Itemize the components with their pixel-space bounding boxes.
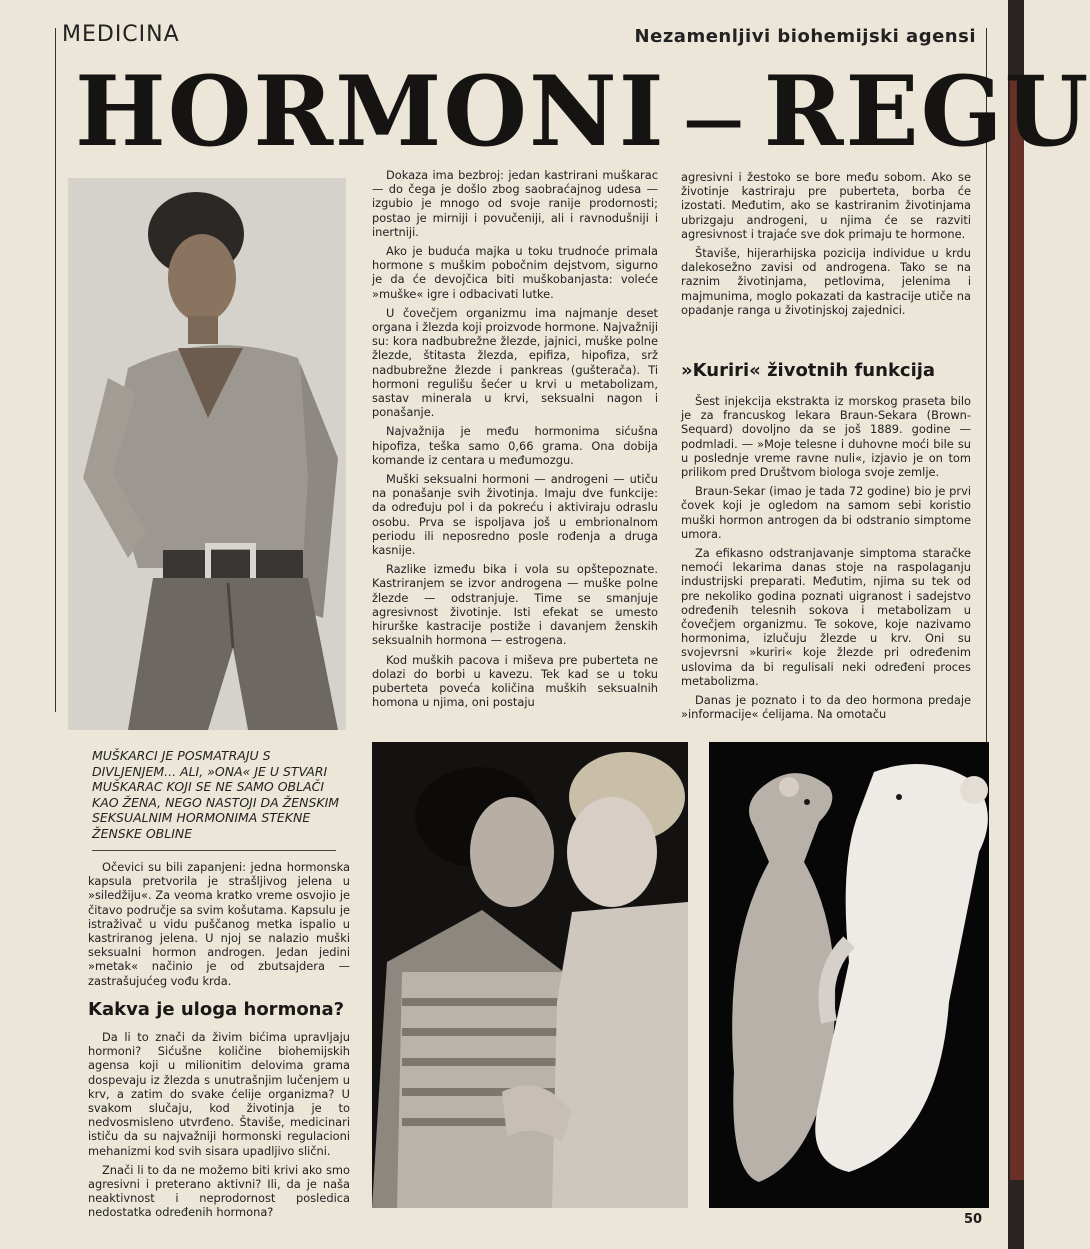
col3-paragraph-1: agresivni i žestoko se bore među sobom. Ako se životinje kastriraju pre puberteta, borba će izostati. Međutim, ako se kastriranim životinjama ubrizgaju androgeni, u njima će se razviti agresivnost i trajaće sve dok primaju te hormone. [681, 170, 971, 241]
col3-paragraph-5: Za efikasno odstranjavanje simptoma staračke nemoći lekarima danas stoje na raspolaganju industrijski preparati. Međutim, njima su tek od pre nekoliko godina poznati uigranost i sadejstvo određenih telesnih sokova i metabolizam u čovečjem organizmu. Te sokove, koje nazivamo hormonima, izlučuju žlezde u krv. Oni su svojevrsni »kuriri« koje žlezde pri određenim uslovima da bi regulisali neki određeni proces metabolizma. [681, 546, 971, 688]
col1-paragraph-1: Da li to znači da živim bićima upravljaju hormoni? Sićušne količine biohemijskih agensa koji u milionitim delovima grama dospevaju iz žlezda s unutrašnjim lučenjem u krv, a zatim do svake ćelije organizma? U svakom slučaju, kod životinja je to nedvosmisleno utvrđeno. Štaviše, medicinari ističu da su najvažniji hormonski regulacioni mehanizmi kod svih sisara upadljivo slični. [88, 1030, 350, 1158]
photo-white-rats [709, 742, 989, 1208]
headline-cut: REGU [763, 55, 1090, 168]
col2-paragraph-3: U čovečjem organizmu ima najmanje deset organa i žlezda koji proizvode hormone. Najvažniji su: kora nadbubrežne žlezde, jajnici, muške polne žlezde, štitasta žlezda, epifiza, hipofiza, srž nadbubrežne žlezde i pankreas (gušterača). Ti hormoni regulišu šećer u krvi u metabolizam, sastav minerala u krvi, seksualni nagon i ponašanje. [372, 305, 658, 420]
column-1-body [88, 1030, 350, 1225]
column-2 [372, 168, 658, 714]
col1-paragraph-2: Znači li to da ne možemo biti krivi ako smo agresivni i preterano aktivni? Ili, da je naša neaktivnost i neprodornost posledica nedostatka određenih hormona? [88, 1162, 350, 1220]
headline [75, 55, 1090, 168]
col3-paragraph-4: Braun-Sekar (imao je tada 72 godine) bio je prvi čovek koji je ogledom na samom sebi koristio muški hormon antrogen da bi odstranio simptome umora. [681, 484, 971, 541]
column-1-intro [88, 860, 350, 993]
headline-main: HORMONI [75, 55, 666, 168]
col3-paragraph-2: Štaviše, hijerarhijska pozicija individue u krdu dalekosežno zavisi od androgena. Tako se na raznim životinjama, petlovima, jelenima i majmunima, moglo pokazati da kastracije utiče na opadanje ranga u životinjskoj zajednici. [681, 246, 971, 317]
col3-paragraph-3: Šest injekcija ekstrakta iz morskog praseta bilo je za francuskog lekara Braun-Sekara (Brown-Sequard) dovoljno da se još 1889. godine — podmladi. — »Moje telesne i duhovne moći bile su u poslednje vreme ravne nuli«, izjavio je on tom prilikom pred Društvom biologa svoje zemlje. [681, 394, 971, 480]
column-3-top [681, 170, 971, 322]
col2-paragraph-6: Razlike između bika i vola su opštepoznate. Kastriranjem se izvor androgena — muške polne žlezde — odstranjuje. Time se smanjuje agresivnost životinje. Isti efekat se umesto hirurške kastracije postiže i davanjem ženskih seksualnih hormona — estrogena. [372, 562, 658, 648]
photo-woman [68, 178, 346, 730]
col1-intro-paragraph: Očevici su bili zapanjeni: jedna hormonska kapsula pretvorila je strašljivog jelena u »siledžiju«. Za veoma kratko vreme osvojio je čitavo područje sa svim košutama. Kapsulu je istraživač u vidu puščanog metka ispalio u kastriranog jelena. U njoj se nalazio muški seksualni hormon androgen. Jedan jedini »metak« načinio je od zbutsajdera — zastrašujućeg vođu krda. [88, 860, 350, 988]
col2-paragraph-7: Kod muških pacova i miševa pre puberteta ne dolazi do borbi u kavezu. Tek kad se u toku puberteta poveća količina muških seksualnih homona u njima, oni postaju [372, 652, 658, 710]
col1-subhead: Kakva je uloga hormona? [88, 999, 345, 1020]
photo-two-women [372, 742, 688, 1208]
kicker-title: Nezamenljivi biohemijski agensi [634, 26, 976, 47]
col3-paragraph-6: Danas je poznato i to da deo hormona predaje »informacije« ćelijama. Na omotaču [681, 693, 971, 722]
col2-paragraph-1: Dokaza ima bezbroj: jedan kastrirani muškarac — do čega je došlo zbog saobraćajnog udesa — izgubio je mnogo od svoje ranije prodornosti; postao je mirniji i povučeniji, ali i ravnodušniji i inertniji. [372, 168, 658, 239]
col3-subhead: »Kuriri« životnih funkcija [681, 360, 936, 381]
col2-paragraph-5: Muški seksualni hormoni — androgeni — utiču na ponašanje svih životinja. Imaju dve funkcije: da određuju pol i da pokreću i aktiviraju odraslu osobu. Prva se ispoljava još u embrionalnom periodu ili neposredno posle rođenja a druga kasnije. [372, 472, 658, 558]
page-number: 50 [964, 1212, 983, 1227]
headline-dash: — [683, 85, 746, 156]
col2-paragraph-2: Ako je buduća majka u toku trudnoće primala hormone s muškim pobočnim dejstvom, sigurno je da će devojčica biti muškobanjasta: voleće »muške« igre i odbacivati lutke. [372, 244, 658, 301]
page-binding-tint [1010, 80, 1024, 1180]
column-3-body [681, 394, 971, 726]
section-label: MEDICINA [62, 22, 180, 47]
photo-caption: MUŠKARCI JE POSMATRAJU S DIVLJENJEM... ALI, »ONA« JE U STVARI MUŠKARAC KOJI SE NE SAMO OBLAČI KAO ŽENA, NEGO NASTOJI DA ŽENSKIM SEKSUALNIM HORMONIMA STEKNE ŽENSKE OBLINE [92, 748, 340, 841]
caption-rule [92, 850, 336, 851]
col2-paragraph-4: Najvažnija je među hormonima sićušna hipofiza, teška samo 0,66 grama. Ona dobija komande iz centara u međumozgu. [372, 424, 658, 467]
left-column-rule [55, 28, 56, 712]
